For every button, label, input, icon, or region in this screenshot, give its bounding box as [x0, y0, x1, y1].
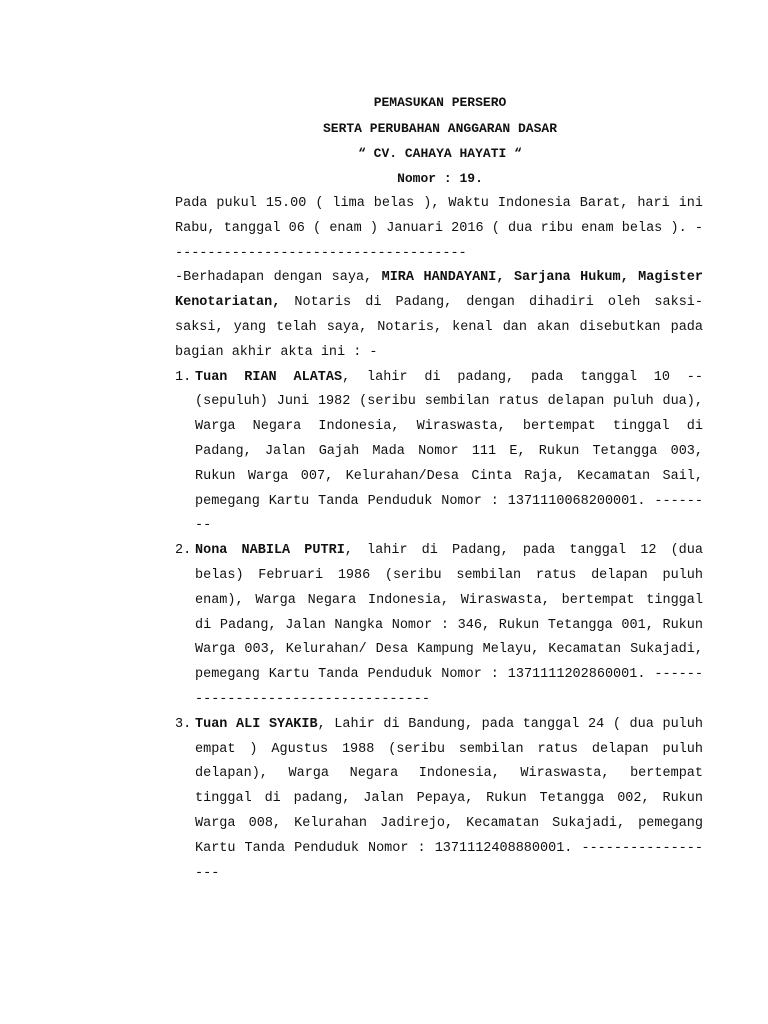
party-name: Tuan ALI SYAKIB	[195, 716, 318, 732]
party-name: Nona NABILA PUTRI	[195, 543, 345, 559]
deed-number: Nomor : 19.	[397, 171, 483, 186]
party-details: , lahir di padang, pada tanggal 10 -- (sepuluh) Juni 1982 (seribu sembilan ratus delapan puluh dua), Warga Negara Indonesia, Wiraswasta, bertempat tinggal di Padang, Jalan Gajah Mada Nomor 111 E, Rukun Tetangga 003, Rukun Warga 007, Kelurahan/Desa Cinta Raja, Kecamatan Sail, pemegang Kartu Tanda Penduduk Nomor : 1371110068200001. --------	[195, 369, 703, 534]
deed-subtitle: SERTA PERUBAHAN ANGGARAN DASAR	[322, 121, 558, 136]
deed-title: PEMASUKAN PERSERO	[373, 95, 507, 110]
party-name: Tuan RIAN ALATAS	[195, 369, 343, 385]
deed-body	[175, 192, 703, 886]
list-item	[175, 366, 703, 540]
opening-paragraph: Pada pukul 15.00 ( lima belas ), Waktu Indonesia Barat, hari ini Rabu, tanggal 06 ( enam ) Januari 2016 ( dua ribu enam belas ). -------------------------------------	[175, 196, 703, 261]
party-details: , Lahir di Bandung, pada tanggal 24 ( dua puluh empat ) Agustus 1988 (seribu sembilan ratus delapan puluh delapan), Warga Negara Indonesia, Wiraswasta, bertempat tinggal di padang, Jalan Pepaya, Rukun Tetangga 002, Rukun Warga 008, Kelurahan Jadirejo, Kecamatan Sukajadi, pemegang Kartu Tanda Penduduk Nomor : 1371112408880001. ------------------	[195, 716, 703, 881]
appearance-suffix: Notaris di Padang, dengan dihadiri oleh saksi-saksi, yang telah saya, Notaris, kenal dan akan disebutkan pada bagian akhir akta ini : -	[175, 295, 703, 360]
list-item	[175, 539, 703, 713]
appearance-prefix: -Berhadapan dengan saya,	[175, 270, 382, 286]
party-details: , lahir di Padang, pada tanggal 12 (dua belas) Februari 1986 (seribu sembilan ratus delapan puluh enam), Warga Negara Indonesia, Wiraswasta, bertempat tinggal di Padang, Jalan Nangka Nomor : 346, Rukun Tetangga 001, Rukun Warga 003, Kelurahan/ Desa Kampung Melayu, Kecamatan Sukajadi, pemegang Kartu Tanda Penduduk Nomor : 1371111202860001. -----------------------------------	[195, 543, 703, 707]
list-item-number: 3.	[175, 716, 192, 732]
notary-name: MIRA HANDAYANI, Sarjana Hukum, Magister Kenotariatan,	[175, 270, 703, 311]
company-name: “ CV. CAHAYA HAYATI “	[358, 146, 522, 161]
list-item	[175, 713, 703, 887]
list-item-number: 1.	[175, 369, 192, 385]
list-item-number: 2.	[175, 543, 192, 559]
appearance-paragraph	[175, 266, 703, 365]
